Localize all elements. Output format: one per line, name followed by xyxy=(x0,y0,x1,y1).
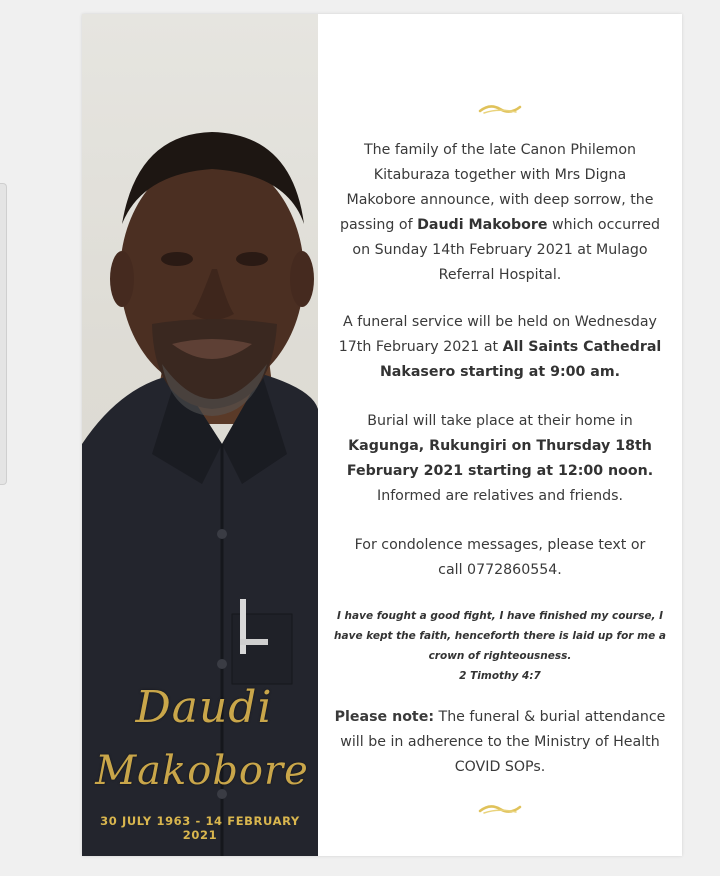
service-paragraph xyxy=(318,310,682,385)
note-line xyxy=(318,705,682,730)
burial-line: Informed are relatives and friends. xyxy=(377,488,623,504)
service-venue: All Saints Cathedral xyxy=(502,339,662,355)
burial-place: Kagunga, Rukungiri on Thursday 18th xyxy=(348,438,652,454)
obituary-card xyxy=(82,14,682,856)
announcement-paragraph xyxy=(318,138,682,288)
announcement-line: Referral Hospital. xyxy=(438,267,562,283)
service-line xyxy=(318,360,682,385)
life-dates: 30 JULY 1963 - 14 FEBRUARY 2021 xyxy=(100,814,300,842)
burial-paragraph xyxy=(318,409,682,509)
announcement-line: Makobore announce, with deep sorrow, the xyxy=(346,192,654,208)
notice-text-column xyxy=(318,14,682,856)
announcement-line: on Sunday 14th February 2021 at Mulago xyxy=(352,242,648,258)
burial-line: Burial will take place at their home in xyxy=(367,413,633,429)
announcement-text: passing of xyxy=(339,217,418,233)
burial-line xyxy=(318,459,682,484)
portrait-photo xyxy=(82,14,318,856)
service-line: A funeral service will be held on Wednesday xyxy=(343,314,657,330)
announcement-line: Kitaburaza together with Mrs Digna xyxy=(373,167,627,183)
verse-line: I have fought a good fight, I have finished my course, I xyxy=(337,610,663,622)
note-text: The funeral & burial attendance xyxy=(434,709,666,725)
verse-line: have kept the faith, henceforth there is laid up for me a xyxy=(334,630,666,642)
service-text: 17th February 2021 at xyxy=(338,339,503,355)
note-label: Please note: xyxy=(334,709,435,725)
service-line xyxy=(318,335,682,360)
flourish-ornament-icon xyxy=(476,800,524,818)
announcement-line xyxy=(318,213,682,238)
burial-line xyxy=(318,434,682,459)
burial-time: February 2021 starting at 12:00 noon. xyxy=(346,463,654,479)
announcement-text: which occurred xyxy=(547,217,661,233)
scripture-verse xyxy=(324,606,676,686)
condolence-line: call 0772860554. xyxy=(438,562,562,578)
condolence-line: For condolence messages, please text or xyxy=(354,537,646,553)
note-line: will be in adherence to the Ministry of Health xyxy=(340,734,660,750)
condolence-paragraph xyxy=(318,533,682,583)
deceased-name: Daudi Makobore xyxy=(417,217,548,233)
service-venue-time: Nakasero starting at 9:00 am. xyxy=(379,364,621,380)
note-line: COVID SOPs. xyxy=(454,759,546,775)
flourish-ornament-icon xyxy=(476,100,524,118)
covid-note xyxy=(318,705,682,780)
side-scroll-tab[interactable] xyxy=(0,183,7,485)
name-signature-first: Daudi xyxy=(135,682,273,733)
verse-line: crown of righteousness. xyxy=(428,650,572,662)
verse-reference: 2 Timothy 4:7 xyxy=(459,670,541,682)
announcement-line: The family of the late Canon Philemon xyxy=(363,142,637,158)
name-signature-last: Makobore xyxy=(95,748,309,794)
